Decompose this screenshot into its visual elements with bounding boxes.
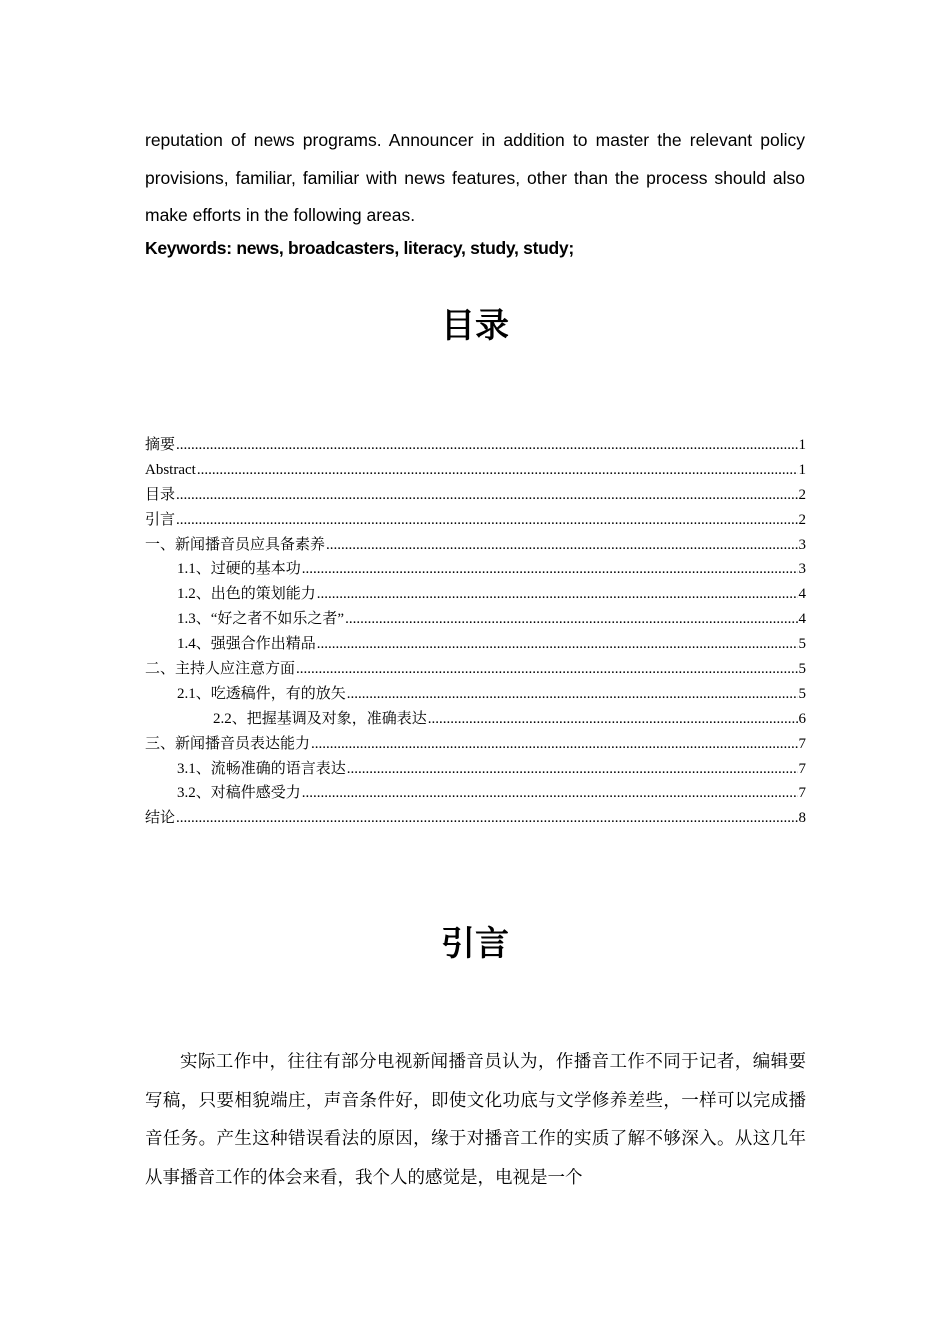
toc-entry-page: 2 [798, 486, 806, 503]
toc-leader-dots [296, 657, 797, 682]
toc-entry[interactable] [145, 806, 806, 831]
toc-entry-page: 4 [798, 611, 806, 628]
toc-entry-page: 6 [798, 710, 806, 727]
toc-entry-page: 3 [798, 536, 806, 553]
toc-entry-label: 结论 [145, 810, 176, 827]
toc-leader-dots [347, 682, 798, 707]
toc-entry-page: 5 [798, 661, 806, 678]
toc-entry-label: 2.2、把握基调及对象，准确表达 [213, 710, 427, 727]
toc-entry-label: 三、新闻播音员表达能力 [145, 735, 311, 752]
intro-body [145, 1043, 806, 1197]
toc-entry-label: 3.1、流畅准确的语言表达 [177, 760, 346, 777]
toc-leader-dots [176, 483, 797, 508]
toc-entry[interactable] [145, 533, 806, 558]
toc-entry[interactable] [145, 433, 806, 458]
toc-entry-label: 引言 [145, 511, 176, 528]
toc-entry-label: Abstract [145, 461, 196, 478]
toc-entry-page: 1 [798, 437, 806, 453]
toc-leader-dots [197, 458, 798, 483]
toc-entry-label: 2.1、吃透稿件，有的放矢 [177, 685, 346, 702]
toc-entry-label: 二、主持人应注意方面 [145, 661, 296, 678]
toc-entry-page: 8 [798, 810, 806, 827]
toc-leader-dots [176, 806, 797, 831]
toc-entry[interactable] [145, 483, 806, 508]
toc-entry[interactable] [145, 582, 806, 607]
toc-entry-label: 目录 [145, 486, 176, 503]
toc-entry-label: 1.1、过硬的基本功 [177, 561, 301, 578]
toc-leader-dots [176, 433, 797, 458]
toc-leader-dots [176, 508, 797, 533]
abstract-paragraph: reputation of news programs. Announcer in addition to master the relevant policy provisions, familiar, familiar with news features, other than the process should also make efforts in the following areas. [145, 130, 805, 225]
toc-entry[interactable] [145, 657, 806, 682]
toc-leader-dots [345, 607, 797, 632]
toc-entry[interactable] [145, 508, 806, 533]
toc-entry-label: 1.4、强强合作出精品 [177, 636, 316, 653]
toc-entry[interactable] [145, 757, 806, 782]
keywords-line: Keywords: news, broadcasters, literacy, study, study; [145, 238, 574, 258]
toc-entry[interactable] [145, 707, 806, 732]
toc-entry-page: 1 [798, 461, 806, 478]
toc-entry-page: 7 [798, 760, 806, 777]
toc-entry-label: 1.3、“好之者不如乐之者” [177, 611, 345, 628]
table-of-contents [145, 433, 806, 831]
toc-entry[interactable] [145, 607, 806, 632]
toc-entry[interactable] [145, 632, 806, 657]
toc-entry-label: 一、新闻播音员应具备素养 [145, 536, 326, 553]
toc-leader-dots [347, 757, 798, 782]
english-abstract [145, 122, 805, 235]
toc-leader-dots [302, 781, 798, 806]
toc-title: 目录 [441, 306, 509, 346]
toc-entry-page: 5 [798, 636, 806, 653]
toc-leader-dots [302, 557, 798, 582]
toc-entry-page: 7 [798, 785, 806, 802]
toc-entry-page: 2 [798, 511, 806, 528]
intro-paragraph: 实际工作中，往往有部分电视新闻播音员认为，作播音工作不同于记者，编辑要写稿，只要相貌端庄，声音条件好，即使文化功底与文学修养差些，一样可以完成播音任务。产生这种错误看法的原因，缘于对播音工作的实质了解不够深入。从这几年从事播音工作的体会来看，我个人的感觉是，电视是一个 [145, 1052, 806, 1188]
toc-entry-page: 5 [798, 685, 806, 702]
intro-title: 引言 [441, 924, 509, 964]
toc-entry-page: 3 [798, 561, 806, 578]
toc-entry[interactable] [145, 682, 806, 707]
toc-leader-dots [428, 707, 798, 732]
toc-entry[interactable] [145, 458, 806, 483]
toc-leader-dots [317, 582, 798, 607]
toc-entry[interactable] [145, 557, 806, 582]
toc-entry[interactable] [145, 732, 806, 757]
toc-entry-label: 摘要 [145, 437, 176, 453]
toc-leader-dots [326, 533, 797, 558]
toc-entry-page: 7 [798, 735, 806, 752]
toc-entry-label: 1.2、出色的策划能力 [177, 586, 316, 603]
toc-entry-label: 3.2、对稿件感受力 [177, 785, 301, 802]
toc-entry-page: 4 [798, 586, 806, 603]
toc-leader-dots [311, 732, 797, 757]
toc-leader-dots [317, 632, 798, 657]
toc-entry[interactable] [145, 781, 806, 806]
